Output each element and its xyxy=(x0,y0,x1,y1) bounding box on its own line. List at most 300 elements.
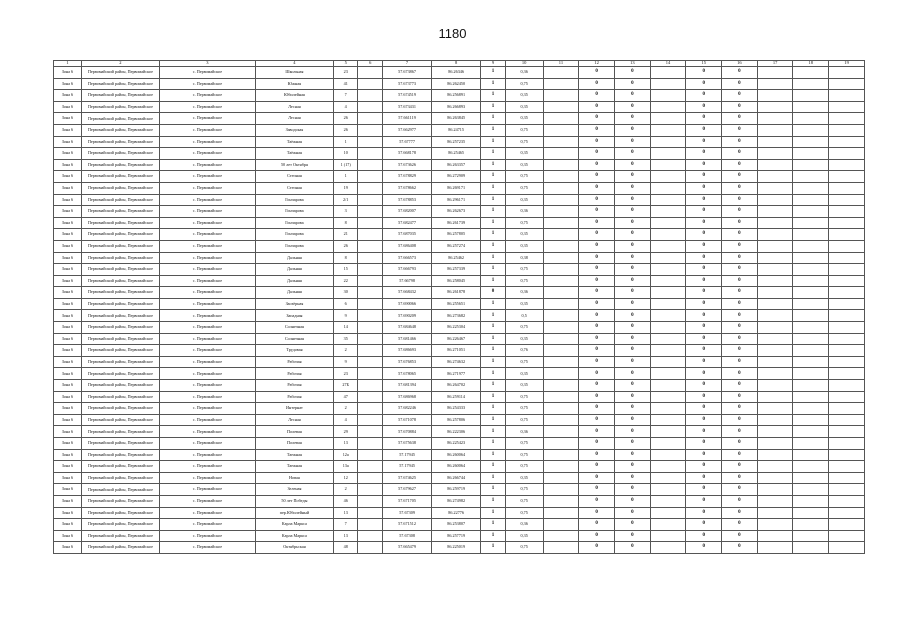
cell-ind-15: 0 xyxy=(686,542,722,554)
table-row xyxy=(54,298,865,310)
cell-col-17 xyxy=(757,542,793,554)
column-number: 12 xyxy=(579,61,615,67)
cell-zone: Зона 6 xyxy=(54,449,82,461)
cell-latitude: 57.67308 xyxy=(383,530,432,542)
cell-ind-15: 0 xyxy=(686,182,722,194)
cell-col-6 xyxy=(358,124,383,136)
cell-col-14 xyxy=(650,78,686,90)
cell-street: Дальняя xyxy=(255,264,333,276)
cell-ind-15: 0 xyxy=(686,426,722,438)
cell-longitude: 86.25462 xyxy=(432,252,481,264)
cell-ind-12: 0 xyxy=(579,90,615,102)
column-number: 8 xyxy=(432,61,481,67)
cell-ind-13: 0 xyxy=(615,78,651,90)
cell-longitude: 86.266893 xyxy=(432,101,481,113)
table-row xyxy=(54,472,865,484)
cell-latitude: 57.671078 xyxy=(383,414,432,426)
cell-settlement: с. Первомайское xyxy=(159,124,255,136)
cell-col-19 xyxy=(829,542,865,554)
cell-ind-16: 0 xyxy=(722,461,758,473)
cell-street: Юбилейная xyxy=(255,90,333,102)
cell-col-14 xyxy=(650,438,686,450)
cell-col-11 xyxy=(543,136,579,148)
cell-col-18 xyxy=(793,461,829,473)
cell-volume: 0,35 xyxy=(505,90,543,102)
cell-house: 13 xyxy=(333,530,358,542)
cell-col-17 xyxy=(757,182,793,194)
cell-volume: 0,35 xyxy=(505,229,543,241)
cell-zone: Зона 6 xyxy=(54,530,82,542)
cell-street: Западная xyxy=(255,310,333,322)
cell-latitude: 57.66798 xyxy=(383,275,432,287)
cell-col-17 xyxy=(757,310,793,322)
cell-ind-12: 0 xyxy=(579,171,615,183)
cell-col-19 xyxy=(829,148,865,160)
cell-street: Зеленая xyxy=(255,484,333,496)
cell-ind-13: 0 xyxy=(615,310,651,322)
cell-ind-16: 0 xyxy=(722,449,758,461)
cell-house: 23 xyxy=(333,368,358,380)
cell-col-6 xyxy=(358,414,383,426)
cell-count: 1 xyxy=(481,264,506,276)
cell-ind-12: 0 xyxy=(579,113,615,125)
cell-col-11 xyxy=(543,275,579,287)
cell-col-17 xyxy=(757,67,793,79)
cell-col-17 xyxy=(757,252,793,264)
cell-col-19 xyxy=(829,333,865,345)
cell-count: 1 xyxy=(481,414,506,426)
cell-longitude: 86.264702 xyxy=(432,380,481,392)
cell-ind-16: 0 xyxy=(722,414,758,426)
cell-latitude: 57.662977 xyxy=(383,124,432,136)
cell-ind-13: 0 xyxy=(615,507,651,519)
cell-street: Южная xyxy=(255,78,333,90)
cell-house: 6 xyxy=(333,298,358,310)
cell-longitude: 86.226467 xyxy=(432,333,481,345)
cell-col-18 xyxy=(793,78,829,90)
cell-house: 12а xyxy=(333,449,358,461)
cell-ind-16: 0 xyxy=(722,530,758,542)
cell-volume: 0,35 xyxy=(505,368,543,380)
cell-ind-13: 0 xyxy=(615,229,651,241)
cell-settlement: с. Первомайское xyxy=(159,484,255,496)
cell-col-6 xyxy=(358,449,383,461)
cell-col-14 xyxy=(650,229,686,241)
cell-ind-13: 0 xyxy=(615,380,651,392)
cell-col-17 xyxy=(757,449,793,461)
cell-house: 2/1 xyxy=(333,194,358,206)
cell-count: 1 xyxy=(481,148,506,160)
cell-latitude: 57.67777 xyxy=(383,136,432,148)
cell-col-14 xyxy=(650,90,686,102)
cell-settlement: с. Первомайское xyxy=(159,159,255,171)
cell-street: Таежная xyxy=(255,461,333,473)
cell-col-14 xyxy=(650,356,686,368)
cell-col-14 xyxy=(650,275,686,287)
cell-ind-13: 0 xyxy=(615,438,651,450)
cell-col-11 xyxy=(543,333,579,345)
cell-col-14 xyxy=(650,264,686,276)
cell-latitude: 57.666793 xyxy=(383,264,432,276)
table-row xyxy=(54,229,865,241)
cell-volume: 0,35 xyxy=(505,530,543,542)
table-row xyxy=(54,90,865,102)
cell-zone: Зона 6 xyxy=(54,310,82,322)
cell-settlement: с. Первомайское xyxy=(159,391,255,403)
table-row xyxy=(54,414,865,426)
cell-settlement: с. Первомайское xyxy=(159,252,255,264)
cell-volume: 0,75 xyxy=(505,414,543,426)
cell-col-11 xyxy=(543,252,579,264)
cell-zone: Зона 6 xyxy=(54,206,82,218)
cell-col-17 xyxy=(757,206,793,218)
cell-longitude: 86.261739 xyxy=(432,217,481,229)
cell-ind-15: 0 xyxy=(686,171,722,183)
cell-ind-15: 0 xyxy=(686,345,722,357)
cell-col-19 xyxy=(829,414,865,426)
cell-col-18 xyxy=(793,159,829,171)
cell-col-17 xyxy=(757,217,793,229)
cell-ind-13: 0 xyxy=(615,368,651,380)
cell-longitude: 86.261878 xyxy=(432,287,481,299)
cell-volume: 0,75 xyxy=(505,507,543,519)
cell-col-14 xyxy=(650,333,686,345)
cell-street: Лесная xyxy=(255,113,333,125)
cell-zone: Зона 6 xyxy=(54,438,82,450)
cell-zone: Зона 6 xyxy=(54,90,82,102)
cell-ind-13: 0 xyxy=(615,194,651,206)
cell-street: Дальняя xyxy=(255,287,333,299)
cell-latitude: 57.674625 xyxy=(383,472,432,484)
cell-col-11 xyxy=(543,484,579,496)
cell-longitude: 86.273682 xyxy=(432,310,481,322)
table-row xyxy=(54,78,865,90)
cell-ind-16: 0 xyxy=(722,368,758,380)
cell-col-17 xyxy=(757,275,793,287)
cell-col-18 xyxy=(793,438,829,450)
cell-col-11 xyxy=(543,113,579,125)
cell-ind-15: 0 xyxy=(686,403,722,415)
cell-street: Таежная xyxy=(255,449,333,461)
cell-ind-16: 0 xyxy=(722,391,758,403)
cell-zone: Зона 6 xyxy=(54,345,82,357)
cell-ind-13: 0 xyxy=(615,252,651,264)
cell-ind-15: 0 xyxy=(686,148,722,160)
cell-ind-16: 0 xyxy=(722,159,758,171)
cell-col-19 xyxy=(829,206,865,218)
cell-latitude: 57.678829 xyxy=(383,171,432,183)
cell-ind-13: 0 xyxy=(615,136,651,148)
cell-ind-12: 0 xyxy=(579,148,615,160)
cell-ind-15: 0 xyxy=(686,124,722,136)
cell-col-19 xyxy=(829,461,865,473)
cell-district: Первомайский район, Первомайское xyxy=(81,356,159,368)
cell-district: Первомайский район, Первомайское xyxy=(81,495,159,507)
table-row xyxy=(54,345,865,357)
cell-col-18 xyxy=(793,322,829,334)
cell-col-17 xyxy=(757,101,793,113)
cell-settlement: с. Первомайское xyxy=(159,90,255,102)
cell-district: Первомайский район, Первомайское xyxy=(81,519,159,531)
cell-latitude: 57.678065 xyxy=(383,368,432,380)
column-number: 2 xyxy=(81,61,159,67)
cell-ind-12: 0 xyxy=(579,310,615,322)
cell-ind-13: 0 xyxy=(615,542,651,554)
cell-house: 13а xyxy=(333,461,358,473)
cell-ind-16: 0 xyxy=(722,495,758,507)
column-number: 15 xyxy=(686,61,722,67)
cell-col-18 xyxy=(793,298,829,310)
cell-street: 50 лет Победы xyxy=(255,495,333,507)
cell-street: Солнечная xyxy=(255,333,333,345)
cell-col-14 xyxy=(650,206,686,218)
cell-house: 4 xyxy=(333,414,358,426)
cell-ind-16: 0 xyxy=(722,252,758,264)
cell-col-19 xyxy=(829,368,865,380)
cell-col-14 xyxy=(650,148,686,160)
cell-volume: 0,75 xyxy=(505,217,543,229)
cell-zone: Зона 6 xyxy=(54,426,82,438)
cell-ind-12: 0 xyxy=(579,438,615,450)
cell-volume: 0,36 xyxy=(505,426,543,438)
cell-col-6 xyxy=(358,484,383,496)
cell-col-19 xyxy=(829,391,865,403)
cell-longitude: 86.254333 xyxy=(432,403,481,415)
cell-col-11 xyxy=(543,542,579,554)
cell-district: Первомайский район, Первомайское xyxy=(81,310,159,322)
cell-col-11 xyxy=(543,414,579,426)
cell-latitude: 57.673431 xyxy=(383,101,432,113)
cell-col-18 xyxy=(793,264,829,276)
cell-zone: Зона 6 xyxy=(54,159,82,171)
cell-ind-12: 0 xyxy=(579,542,615,554)
cell-zone: Зона 6 xyxy=(54,124,82,136)
cell-latitude: 57.673773 xyxy=(383,78,432,90)
cell-col-17 xyxy=(757,380,793,392)
cell-col-19 xyxy=(829,426,865,438)
cell-count: 1 xyxy=(481,113,506,125)
table-row xyxy=(54,124,865,136)
cell-col-11 xyxy=(543,391,579,403)
cell-ind-15: 0 xyxy=(686,472,722,484)
cell-settlement: с. Первомайское xyxy=(159,101,255,113)
table-row xyxy=(54,182,865,194)
cell-col-6 xyxy=(358,148,383,160)
table-row xyxy=(54,275,865,287)
cell-latitude: 57.67309 xyxy=(383,507,432,519)
cell-ind-16: 0 xyxy=(722,171,758,183)
cell-col-11 xyxy=(543,380,579,392)
cell-ind-13: 0 xyxy=(615,67,651,79)
cell-house: 9 xyxy=(333,310,358,322)
cell-district: Первомайский район, Первомайское xyxy=(81,380,159,392)
cell-settlement: с. Первомайское xyxy=(159,136,255,148)
cell-zone: Зона 6 xyxy=(54,403,82,415)
cell-col-19 xyxy=(829,380,865,392)
cell-ind-13: 0 xyxy=(615,90,651,102)
cell-ind-12: 0 xyxy=(579,345,615,357)
table-row xyxy=(54,322,865,334)
cell-col-14 xyxy=(650,507,686,519)
cell-volume: 0,35 xyxy=(505,240,543,252)
cell-ind-15: 0 xyxy=(686,206,722,218)
cell-volume: 0,75 xyxy=(505,322,543,334)
cell-col-17 xyxy=(757,356,793,368)
cell-ind-12: 0 xyxy=(579,461,615,473)
cell-longitude: 86.255651 xyxy=(432,298,481,310)
cell-volume: 0,75 xyxy=(505,449,543,461)
cell-col-17 xyxy=(757,495,793,507)
cell-zone: Зона 6 xyxy=(54,264,82,276)
cell-ind-15: 0 xyxy=(686,252,722,264)
cell-settlement: с. Первомайское xyxy=(159,345,255,357)
cell-count: 1 xyxy=(481,194,506,206)
cell-latitude: 57.674519 xyxy=(383,90,432,102)
cell-zone: Зона 6 xyxy=(54,275,82,287)
cell-house: 19 xyxy=(333,182,358,194)
cell-street: Гончарова xyxy=(255,240,333,252)
cell-ind-12: 0 xyxy=(579,484,615,496)
cell-district: Первомайский район, Первомайское xyxy=(81,426,159,438)
cell-col-6 xyxy=(358,78,383,90)
cell-col-18 xyxy=(793,287,829,299)
cell-street: Трудовая xyxy=(255,345,333,357)
cell-col-18 xyxy=(793,542,829,554)
cell-count: 1 xyxy=(481,101,506,113)
cell-col-18 xyxy=(793,171,829,183)
cell-col-6 xyxy=(358,182,383,194)
cell-district: Первомайский район, Первомайское xyxy=(81,438,159,450)
cell-zone: Зона 6 xyxy=(54,356,82,368)
cell-col-6 xyxy=(358,240,383,252)
cell-col-19 xyxy=(829,217,865,229)
cell-street: Заводская xyxy=(255,124,333,136)
cell-street: Полевая xyxy=(255,426,333,438)
cell-col-18 xyxy=(793,90,829,102)
cell-house: 13 xyxy=(333,507,358,519)
cell-street: Карла Маркса xyxy=(255,530,333,542)
cell-ind-12: 0 xyxy=(579,217,615,229)
cell-zone: Зона 6 xyxy=(54,507,82,519)
cell-count: 1 xyxy=(481,67,506,79)
table-row xyxy=(54,356,865,368)
cell-count: 0 xyxy=(481,287,506,299)
cell-street: Карла Маркса xyxy=(255,519,333,531)
cell-zone: Зона 6 xyxy=(54,380,82,392)
cell-ind-12: 0 xyxy=(579,124,615,136)
cell-ind-15: 0 xyxy=(686,519,722,531)
cell-ind-12: 0 xyxy=(579,519,615,531)
cell-count: 1 xyxy=(481,159,506,171)
cell-zone: Зона 6 xyxy=(54,298,82,310)
cell-count: 1 xyxy=(481,322,506,334)
cell-street: Рабочая xyxy=(255,368,333,380)
cell-ind-12: 0 xyxy=(579,136,615,148)
cell-latitude: 57.671512 xyxy=(383,519,432,531)
cell-count: 1 xyxy=(481,438,506,450)
cell-col-19 xyxy=(829,484,865,496)
cell-settlement: с. Первомайское xyxy=(159,182,255,194)
cell-col-18 xyxy=(793,124,829,136)
cell-longitude: 86.222306 xyxy=(432,426,481,438)
cell-ind-13: 0 xyxy=(615,217,651,229)
cell-street: Гончарова xyxy=(255,194,333,206)
cell-col-14 xyxy=(650,101,686,113)
cell-col-18 xyxy=(793,414,829,426)
cell-col-11 xyxy=(543,124,579,136)
cell-latitude: 57.678853 xyxy=(383,194,432,206)
cell-volume: 0,75 xyxy=(505,136,543,148)
column-number: 19 xyxy=(829,61,865,67)
cell-settlement: с. Первомайское xyxy=(159,449,255,461)
cell-zone: Зона 6 xyxy=(54,182,82,194)
cell-col-14 xyxy=(650,403,686,415)
cell-settlement: с. Первомайское xyxy=(159,240,255,252)
cell-col-17 xyxy=(757,438,793,450)
cell-ind-12: 0 xyxy=(579,530,615,542)
cell-col-17 xyxy=(757,530,793,542)
cell-col-6 xyxy=(358,171,383,183)
table-row xyxy=(54,403,865,415)
cell-house: 46 xyxy=(333,495,358,507)
cell-col-19 xyxy=(829,310,865,322)
cell-col-11 xyxy=(543,206,579,218)
cell-street: Степная xyxy=(255,182,333,194)
cell-district: Первомайский район, Первомайское xyxy=(81,368,159,380)
table-row xyxy=(54,438,865,450)
cell-ind-12: 0 xyxy=(579,206,615,218)
table-row xyxy=(54,136,865,148)
cell-house: 1 xyxy=(333,171,358,183)
cell-ind-13: 0 xyxy=(615,322,651,334)
cell-district: Первомайский район, Первомайское xyxy=(81,472,159,484)
cell-col-6 xyxy=(358,391,383,403)
cell-zone: Зона 6 xyxy=(54,78,82,90)
cell-latitude: 57.682477 xyxy=(383,217,432,229)
cell-count: 1 xyxy=(481,90,506,102)
cell-col-19 xyxy=(829,240,865,252)
cell-ind-12: 0 xyxy=(579,414,615,426)
cell-house: 29 xyxy=(333,426,358,438)
cell-col-18 xyxy=(793,345,829,357)
cell-ind-16: 0 xyxy=(722,298,758,310)
cell-col-11 xyxy=(543,159,579,171)
cell-col-6 xyxy=(358,426,383,438)
cell-col-17 xyxy=(757,472,793,484)
cell-street: Рабочая xyxy=(255,391,333,403)
column-number: 17 xyxy=(757,61,793,67)
cell-ind-16: 0 xyxy=(722,356,758,368)
cell-zone: Зона 6 xyxy=(54,136,82,148)
cell-col-18 xyxy=(793,333,829,345)
cell-ind-13: 0 xyxy=(615,148,651,160)
cell-col-14 xyxy=(650,368,686,380)
table-row xyxy=(54,333,865,345)
cell-col-6 xyxy=(358,507,383,519)
cell-house: 1 xyxy=(333,136,358,148)
cell-volume: 0,75 xyxy=(505,495,543,507)
column-number: 14 xyxy=(650,61,686,67)
cell-longitude: 86.25465 xyxy=(432,148,481,160)
cell-col-17 xyxy=(757,78,793,90)
cell-latitude: 57.661119 xyxy=(383,113,432,125)
cell-district: Первомайский район, Первомайское xyxy=(81,78,159,90)
cell-longitude: 86.225019 xyxy=(432,542,481,554)
cell-settlement: с. Первомайское xyxy=(159,368,255,380)
cell-zone: Зона 6 xyxy=(54,414,82,426)
cell-col-14 xyxy=(650,217,686,229)
cell-col-11 xyxy=(543,264,579,276)
